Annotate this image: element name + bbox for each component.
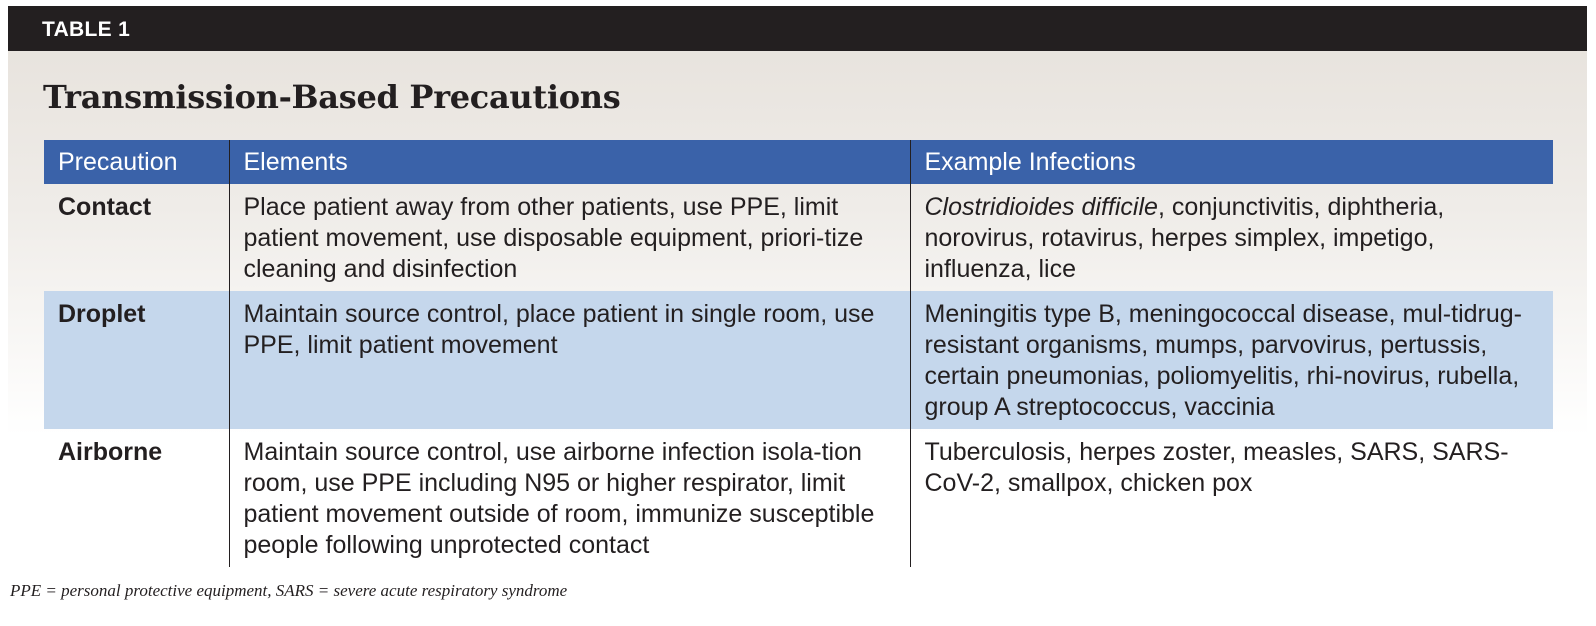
column-header-example-infections: Example Infections [910, 140, 1553, 184]
table-row [44, 291, 1553, 429]
examples-text: , conjunctivitis, diphtheria, norovirus, rotavirus, herpes simplex, impetigo, influenza, lice [924, 193, 1445, 283]
elements-cell: Maintain source control, use airborne infection isola-tion room, use PPE including N95 or higher respirator, limit patient movement outside of room, immunize susceptible people following unprotected contact [229, 429, 910, 567]
table-header-bar [8, 6, 1587, 51]
table-header-row [44, 140, 1553, 184]
column-header-elements: Elements [229, 140, 910, 184]
table-footnote: PPE = personal protective equipment, SARS = severe acute respiratory syndrome [10, 581, 568, 600]
precaution-cell: Airborne [58, 438, 163, 466]
examples-cell: Meningitis type B, meningococcal disease, mul-tidrug-resistant organisms, mumps, parvovirus, pertussis, certain pneumonias, poliomyelitis, rhi-novirus, rubella, group A streptococcus, vaccinia [910, 291, 1553, 429]
table-panel [8, 6, 1587, 572]
table-row [44, 429, 1553, 567]
table-row [44, 184, 1553, 291]
column-header-precaution: Precaution [44, 140, 229, 184]
table-title: Transmission-Based Precautions [43, 78, 621, 116]
precaution-cell: Droplet [44, 291, 229, 429]
elements-cell: Maintain source control, place patient in single room, use PPE, limit patient movement [229, 291, 910, 429]
examples-cell: Tuberculosis, herpes zoster, measles, SARS, SARS-CoV-2, smallpox, chicken pox [910, 429, 1553, 567]
precautions-table [44, 140, 1553, 567]
examples-italic-text: Clostridioides difficile [924, 193, 1158, 221]
precaution-cell: Contact [58, 193, 152, 221]
elements-cell: Place patient away from other patients, use PPE, limit patient movement, use disposable equipment, priori-tize cleaning and disinfection [229, 184, 910, 291]
examples-cell [910, 184, 1553, 291]
table-number-label: TABLE 1 [42, 18, 131, 41]
